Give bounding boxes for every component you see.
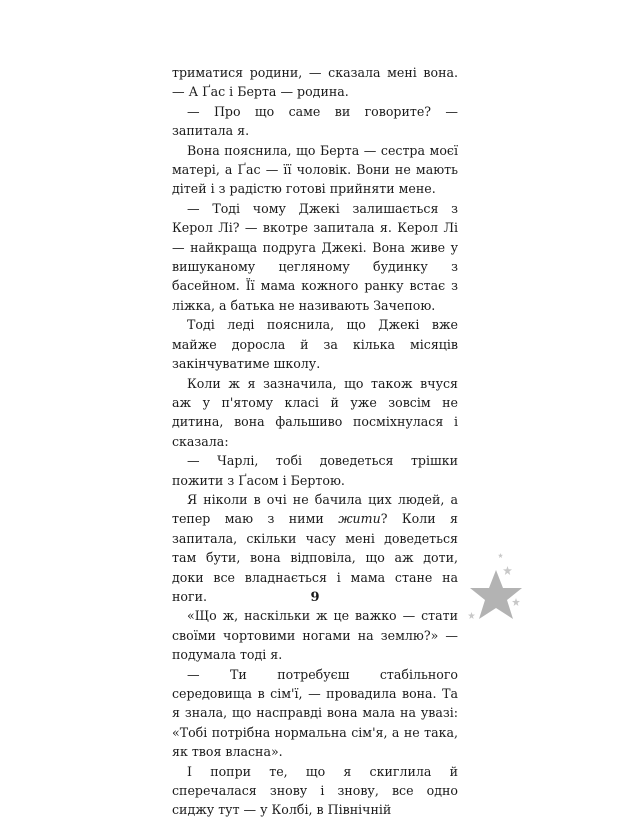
paragraph: Тоді леді пояснила, що Джекі вже майже доросла й за кілька місяців закінчуватиме школу. [172,317,458,372]
small-star-icon [512,598,520,606]
small-star-icon [503,566,512,575]
paragraph: — Тоді чому Джекі залишається з Керол Лі? — вкотре запитала я. Керол Лі — найкраща подруга Джекі. Вона живе у вишуканому цегляному будинку з басейном. Її мама кожного ранку встає з ліжка, а батька не називають Зачепою. [172,200,458,313]
page-number: 9 [310,590,320,605]
paragraph: — Чарлі, тобі доведеться трішки пожити з Ґасом і Бертою. [172,453,458,488]
small-star-icon [468,612,475,619]
paragraph: Коли ж я зазначила, що також вчуся аж у п'ятому класі й уже зовсім не дитина, вона фальшиво посміхнулася і сказала: [172,375,458,449]
small-star-icon [498,553,503,558]
paragraph [172,490,458,606]
paragraph: — Про що саме ви говорите? — запитала я. [172,103,458,139]
paragraph: І попри те, що я скиглила й сперечалася знову і знову, все одно сиджу тут — у Колбі, в Північній [172,763,458,818]
paragraph-text: ? Коли я запитала, скільки часу мені доведеться там бути, вона відповіла, що аж доти, доки все владнається і мама стане на ноги. [172,511,458,604]
paragraph-text: Я ніколи в очі не бачила цих людей, а тепер маю з ними [172,491,458,527]
body-text [172,63,458,820]
paragraph: Вона пояснила, що Берта — сестра моєї матері, а Ґас — її чоловік. Вони не мають дітей і з радістю готові прийняти мене. [172,142,458,197]
paragraph: «Що ж, наскільки ж це важко — стати своїми чортовими ногами на землю?» — подумала тоді я. [172,608,458,663]
paragraph: триматися родини, — сказала мені вона. — А Ґас і Берта — родина. [172,65,458,100]
emphasized-word: жити [338,511,381,527]
paragraph: — Ти потребуєш стабільного середовища в сім'ї, — провадила вона. Та я знала, що насправді вона мала на увазі: «Тобі потрібна нормальна сім'я, а не така, як твоя власна». [172,666,458,760]
star-icon [466,566,526,626]
